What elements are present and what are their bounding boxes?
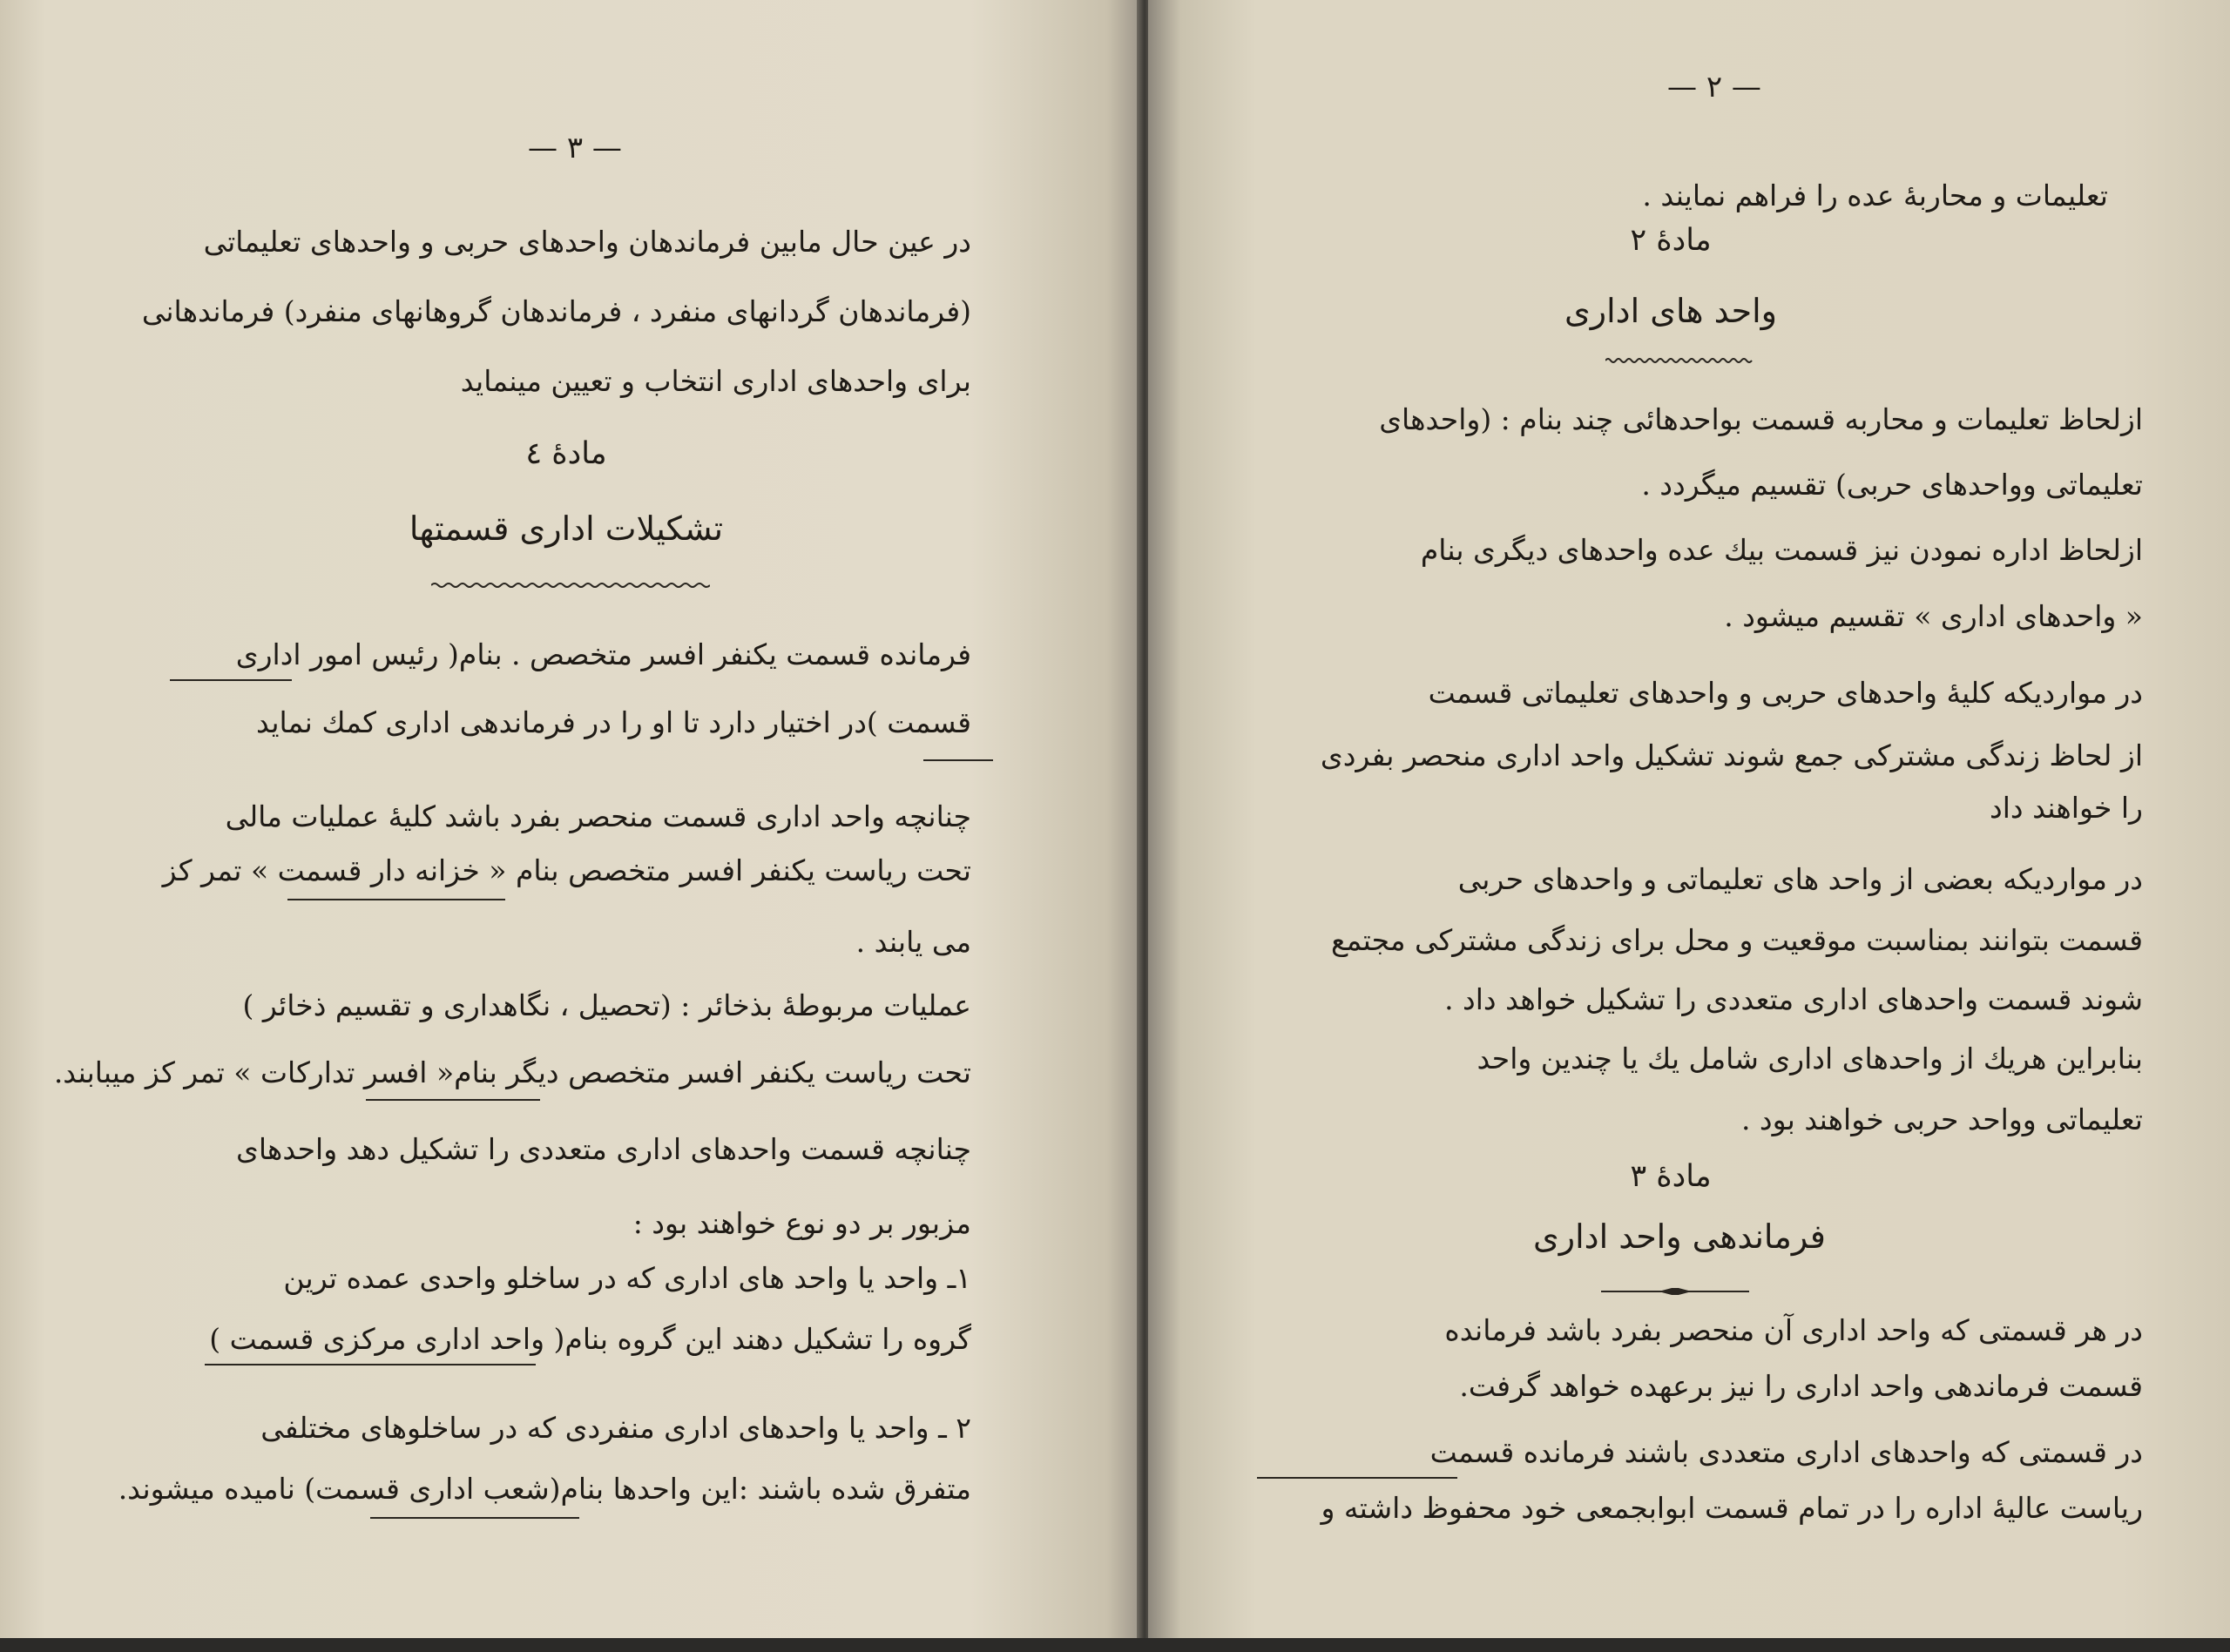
text-line: گروه را تشکیل دهند این گروه بنام( واحد اداری مرکزی قسمت ) [209,1322,971,1356]
title-underline-ornament [431,582,710,589]
text-line: چنانچه قسمت واحدهای اداری متعددی را تشکیل دهد واحدهای [236,1132,971,1166]
text-line: متفرق شده باشند :این واحدها بنام(شعب اداری قسمت) نامیده میشوند. [118,1472,971,1506]
text-line: قسمت )در اختیار دارد تا او را در فرماندهی اداری کمك نماید [256,705,971,739]
title-underline-ornament [1605,357,1754,364]
text-line: در مواردیکه کلیهٔ واحدهای حربی و واحدهای تعلیماتی قسمت [1428,676,2143,710]
text-line: (فرماندهان گردانهای منفرد ، فرماندهان گروهانهای منفرد) فرماندهانی [141,294,971,328]
text-line: در عین حال مابین فرماندهان واحدهای حربی و واحدهای تعلیماتی [203,225,971,259]
article-label: مادهٔ ٣ [1630,1159,1712,1194]
text-line: شوند قسمت واحدهای اداری متعددی را تشکیل خواهد داد . [1444,982,2143,1016]
text-line: ازلحاظ اداره نمودن نیز قسمت بیك عده واحدهای دیگری بنام [1420,533,2143,567]
text-line: فرمانده قسمت یکنفر افسر متخصص . بنام( رئیس امور اداری [235,637,971,671]
term-underline [370,1517,579,1519]
text-line: قسمت بتوانند بمناسبت موقعیت و محل برای زندگی مشترکی مجتمع [1330,923,2143,957]
article-title: واحد های اداری [1564,292,1777,330]
text-line: در هر قسمتی که واحد اداری آن منحصر بفرد باشد فرمانده [1444,1313,2143,1347]
bottom-shadow [0,1638,2230,1652]
article-title: فرماندهی واحد اداری [1533,1217,1826,1256]
text-line: بنابراین هریك از واحدهای اداری شامل یك یا چندین واحد [1477,1042,2143,1075]
text-line: ریاست عالیهٔ اداره را در تمام قسمت ابوابجمعی خود محفوظ داشته و [1321,1491,2143,1525]
text-line: چنانچه واحد اداری قسمت منحصر بفرد باشد کلیهٔ عملیات مالی [225,799,971,833]
text-line: ٢ ـ واحد یا واحدهای اداری منفردی که در ساخلوهای مختلفی [260,1411,971,1445]
page-number: — ٢ — [1667,70,1761,105]
text-line: تعلیمات و محاربهٔ عده را فراهم نمایند . [1642,179,2108,212]
text-line: مزبور بر دو نوع خواهند بود : [632,1206,971,1240]
text-line: « واحدهای اداری » تقسیم میشود . [1724,599,2143,633]
title-underline-ornament [1601,1282,1749,1289]
term-underline [923,759,993,761]
term-underline [1257,1477,1457,1479]
article-title: تشکیلات اداری قسمتها [409,509,724,548]
term-underline [366,1099,540,1101]
text-line: از لحاظ زندگی مشترکی جمع شوند تشکیل واحد اداری منحصر بفردی [1320,738,2143,772]
term-underline [205,1364,536,1365]
text-line: تعلیماتی وواحدهای حربی) تقسیم میگردد . [1641,468,2143,502]
article-label: مادهٔ ٢ [1630,223,1712,258]
text-line: در قسمتی که واحدهای اداری متعددی باشند فرمانده قسمت [1429,1435,2143,1469]
page-number: — ٣ — [528,131,622,165]
article-label: مادهٔ ٤ [525,436,607,471]
term-underline [287,899,505,900]
text-line: تحت ریاست یکنفر افسر متخصص بنام « خزانه دار قسمت » تمر کز [162,853,971,887]
text-line: قسمت فرماندهی واحد اداری را نیز برعهده خواهد گرفت. [1459,1369,2143,1403]
right-page [1148,0,2230,1652]
term-underline [170,679,292,681]
text-line: ١ـ واحد یا واحد های اداری که در ساخلو واحدی عمده ترین [283,1261,971,1295]
text-line: تحت ریاست یکنفر افسر متخصص دیگر بنام« افسر تدارکات » تمر کز میبابند. [53,1055,971,1089]
text-line: برای واحدهای اداری انتخاب و تعیین مینماید [460,364,971,398]
text-line: می یابند . [855,925,971,959]
text-line: تعلیماتی وواحد حربی خواهند بود . [1740,1102,2143,1136]
text-line: را خواهند داد [1990,791,2143,825]
text-line: عملیات مربوطهٔ بذخائر : (تحصیل ، نگاهداری و تقسیم ذخائر ) [242,988,971,1022]
text-line: در مواردیکه بعضی از واحد های تعلیماتی و واحدهای حربی [1457,862,2143,896]
text-line: ازلحاظ تعلیمات و محاربه قسمت بواحدهائی چند بنام : (واحدهای [1379,402,2143,436]
